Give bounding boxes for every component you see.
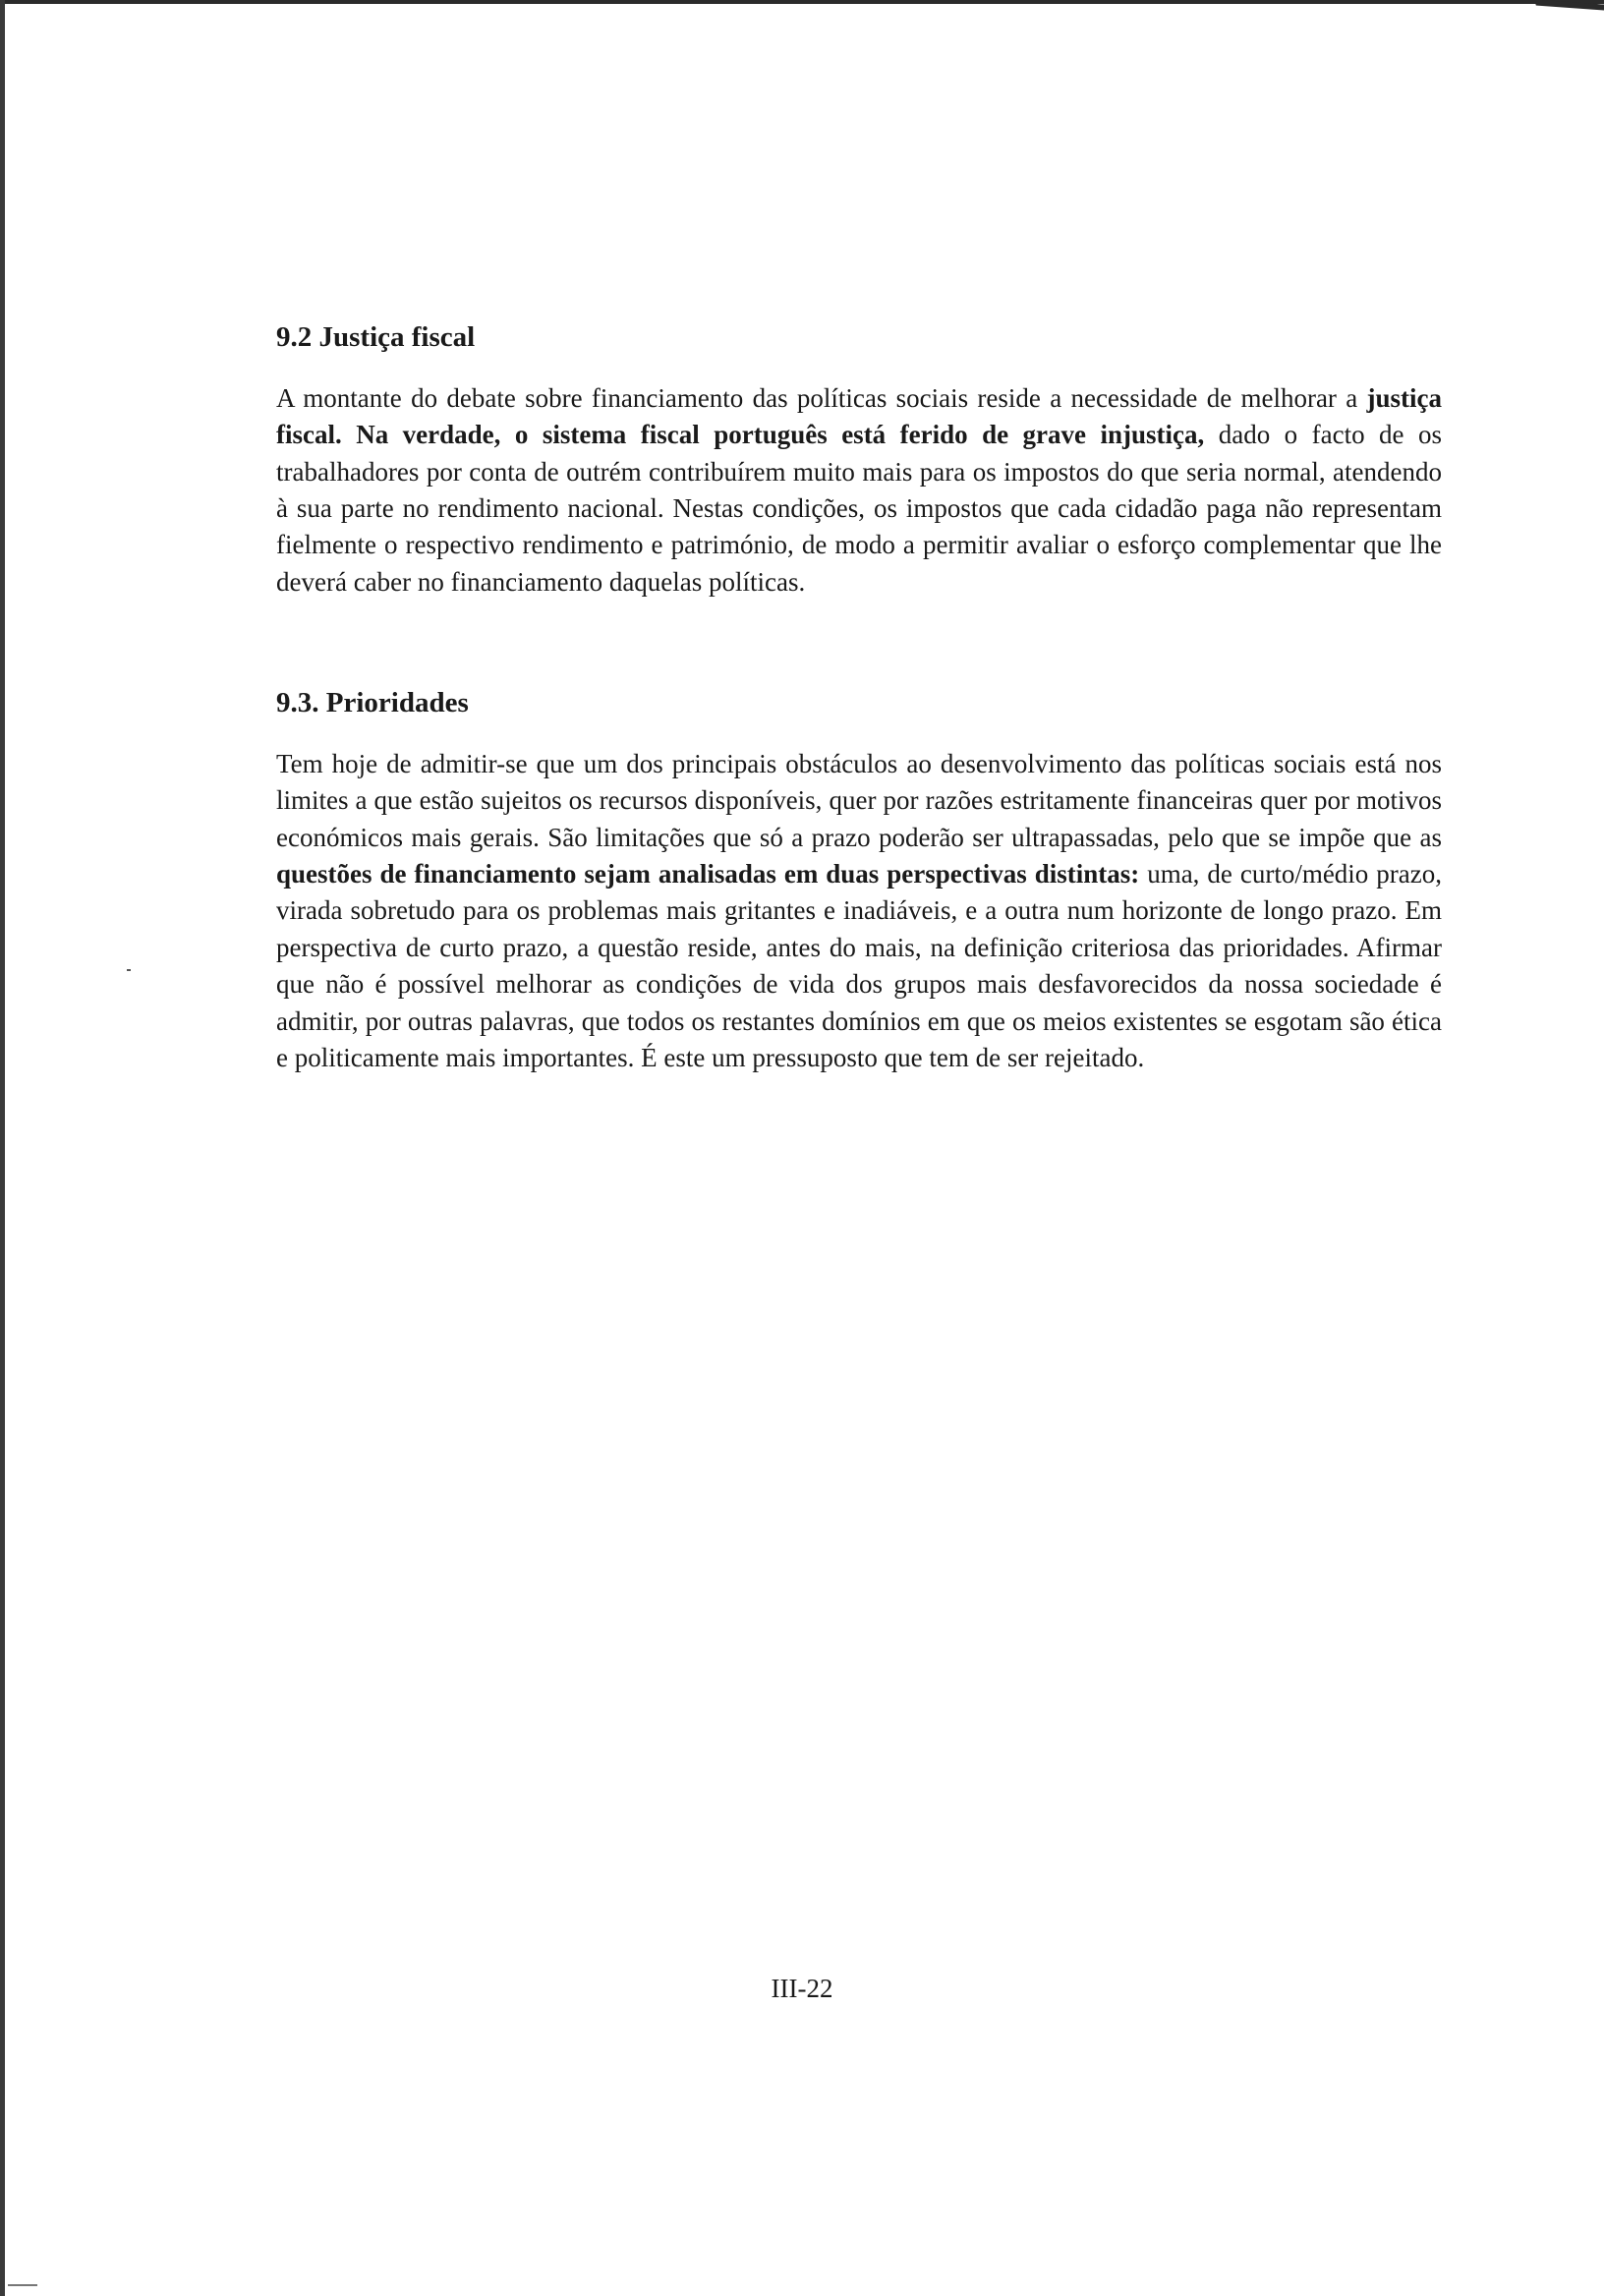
paragraph-text: uma, de curto/médio prazo, virada sobretudo para os problemas mais gritantes e inadiáveis, e a outra num horizonte de longo prazo. Em perspectiva de curto prazo, a questão reside, antes do mais, na definição criteriosa das prioridades. Afirmar que não é possível melhorar as condições de vida dos grupos mais desfavorecidos da nossa sociedade é admitir, por outras palavras, que todos os restantes domínios em que os meios existentes se esgotam são ética e politicamente mais importantes. É este um pressuposto que tem de ser rejeitado. [276, 859, 1442, 1073]
scan-edge-left [0, 0, 5, 2296]
document-body [276, 319, 1442, 1161]
scan-mark-bottom [8, 2284, 37, 2286]
section-prioridades [276, 685, 1442, 1076]
section-heading: 9.2 Justiça fiscal [276, 321, 476, 353]
paragraph-emphasis: questões de financiamento sejam analisadas em duas perspectivas distintas: [276, 859, 1140, 890]
paragraph-emphasis: justiça fiscal. Na verdade, o sistema fiscal português está ferido de grave injustiça, [276, 382, 1442, 450]
scan-edge-top [0, 0, 1604, 9]
section-justica-fiscal [276, 319, 1442, 601]
scan-edge-corner [1535, 0, 1604, 28]
paragraph-text: A montante do debate sobre financiamento das políticas sociais reside a necessidade de melhorar a [276, 382, 1367, 413]
paragraph-text: dado o facto de os trabalhadores por conta de outrém contribuírem muito mais para os impostos do que seria normal, atendendo à sua parte no rendimento nacional. Nestas condições, os impostos que cada cidadão paga não representam fielmente o respectivo rendimento e património, de modo a permitir avaliar o esforço complementar que lhe deverá caber no financiamento daquelas políticas. [276, 420, 1443, 597]
page-number: III-22 [771, 1974, 833, 2003]
section-paragraph [276, 380, 1442, 601]
section-heading: 9.3. Prioridades [276, 687, 469, 719]
section-paragraph [276, 746, 1442, 1077]
paragraph-text: Tem hoje de admitir-se que um dos principais obstáculos ao desenvolvimento das políticas sociais está nos limites a que estão sujeitos os recursos disponíveis, quer por razões estritamente financeiras quer por motivos económicos mais gerais. São limitações que só a prazo poderão ser ultrapassadas, pelo que se impõe que as [276, 748, 1442, 852]
scan-stray-dot [127, 969, 131, 971]
